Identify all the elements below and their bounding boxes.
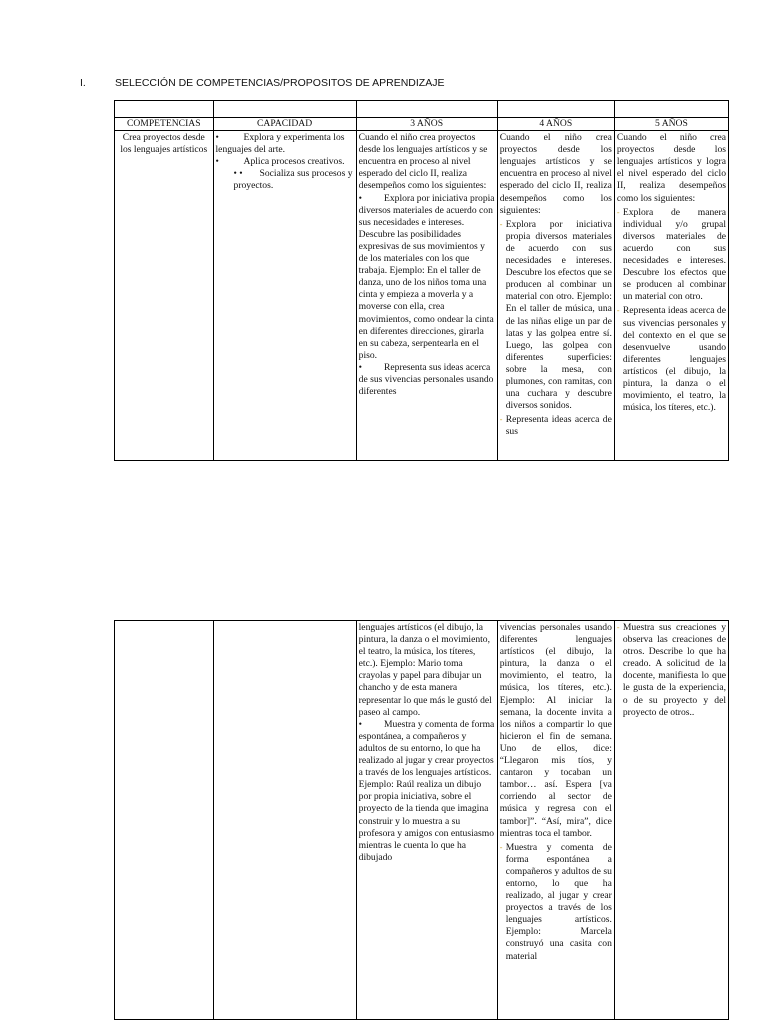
tres-item <box>359 362 495 398</box>
capacidad-text: Aplica procesos creativos. <box>243 156 345 168</box>
cuatro-item: - Explora por iniciativa propia diversos materiales de acuerdo con sus necesidades e intereses. Descubre los efectos que se producen al combinar un material con otro. Ejemplo: En el taller de música, una de las niñas elige un par de latas y las golpea entre sí. Luego, las golpea con diferentes superficies: sobre la mesa, con plumones, con ramitas, con una cuchara y descubre diversos sonidos. <box>500 219 612 413</box>
section-number: I. <box>80 77 86 89</box>
blank-cell <box>356 101 497 118</box>
section-heading <box>80 77 444 89</box>
tres-intro: Cuando el niño crea proyectos desde los lenguajes artísticos y se encuentra en proceso al nivel esperado del ciclo II, realiza desempeños como los siguientes: <box>358 132 488 192</box>
capacidad-cell-empty <box>213 621 356 1020</box>
cuatro-anos-cell <box>497 131 614 461</box>
tres-anos-content <box>359 132 495 459</box>
blank-cell <box>115 101 214 118</box>
header-3-anos: 3 AÑOS <box>356 118 497 131</box>
blank-cell <box>497 101 614 118</box>
bullet-marker: • <box>215 156 219 168</box>
header-row <box>115 118 729 131</box>
cuatro-anos-content <box>500 622 612 1018</box>
capacidad-text: Socializa sus procesos y proyectos. <box>233 168 353 192</box>
tres-anos-cell <box>356 131 497 461</box>
header-competencias: COMPETENCIAS <box>115 118 214 131</box>
bullet-marker: • <box>358 361 362 373</box>
cinco-anos-cell <box>614 131 728 461</box>
capacidad-text: Explora y experimenta los lenguajes del arte. <box>215 132 345 156</box>
bullet-marker: • <box>215 132 219 144</box>
competencies-table-page1 <box>114 100 729 461</box>
cuatro-item: - Muestra y comenta de forma espontánea a compañeros y adultos de su entorno, lo que ha realizado, al jugar y crear proyectos a través de los lenguajes artísticos. Ejemplo: Marcela construyó una casita con material <box>500 842 612 963</box>
bullet-marker: • • <box>233 168 243 180</box>
tres-text: Explora por iniciativa propia diversos materiales de acuerdo con sus necesidades e intereses. Descubre las posibilidades expresivas de sus movimientos y de los materiales con los que trabaja. Ejemplo: En el taller de danza, uno de los niños toma una cinta y empieza a moverla y a moverse con ella, crea movimientos, como ondear la cinta en diferentes direcciones, girarla en su cabeza, serpentearla en el piso. <box>358 192 495 361</box>
cinco-item: - Muestra sus creaciones y observa las creaciones de otros. Describe lo que ha creado. A solicitud de la docente, manifiesta lo que le gusta de la experiencia, o de su proyecto y del proyecto de otros.. <box>617 622 726 719</box>
cuatro-anos-cell <box>497 621 614 1020</box>
tres-text: Representa sus ideas acerca de sus vivencias personales usando diferentes <box>358 361 494 398</box>
bullet-marker: • <box>358 192 362 204</box>
tres-item <box>359 193 495 362</box>
content-row <box>115 131 729 461</box>
bullet-marker: • <box>358 718 362 730</box>
competencia-cell <box>115 131 214 461</box>
cuatro-anos-content <box>500 132 612 459</box>
competencia-text: Crea proyectos desde los lenguajes artísticos <box>120 132 208 156</box>
cuatro-item: - Representa ideas acerca de sus <box>500 414 612 438</box>
header-capacidad: CAPACIDAD <box>213 118 356 131</box>
tres-item <box>359 719 495 864</box>
cinco-item: - Representa ideas acerca de sus vivencias personales y del contexto en el que se desenvuelve usando diferentes lenguajes artísticos (el dibujo, la pintura, la danza o el movimiento, el teatro, la música, los títeres, etc.). <box>617 305 726 414</box>
header-5-anos: 5 AÑOS <box>614 118 728 131</box>
capacidad-item <box>234 168 354 192</box>
blank-cell <box>614 101 728 118</box>
cinco-intro: Cuando el niño crea proyectos desde los lenguajes artísticos y logra el nivel esperado del ciclo II, realiza desempeños como los siguientes: <box>616 132 726 204</box>
tres-anos-cell <box>356 621 497 1020</box>
tres-anos-content <box>359 622 495 1018</box>
cinco-anos-content <box>617 132 726 459</box>
cinco-anos-content <box>617 622 726 1018</box>
tres-text: lenguajes artísticos (el dibujo, la pintura, la danza o el movimiento, el teatro, la música, los títeres, etc.). Ejemplo: Mario toma crayolas y papel para dibujar un chancho y de esta manera representar lo que más le gustó del paseo al campo. <box>358 622 492 718</box>
competencia-cell-empty <box>115 621 214 1020</box>
blank-cell <box>213 101 356 118</box>
header-4-anos: 4 AÑOS <box>497 118 614 131</box>
blank-top-row <box>115 101 729 118</box>
capacidad-cell <box>213 131 356 461</box>
capacidad-item <box>216 156 354 168</box>
cinco-anos-cell <box>614 621 728 1020</box>
capacidad-item <box>216 132 354 156</box>
cuatro-text: vivencias personales usando diferentes lenguajes artísticos (el dibujo, la pintura, la danza o el movimiento, el teatro, la música, los títeres, etc.). Ejemplo: Al iniciar la semana, la docente invita a los niños a compartir lo que hicieron el fin de semana. Uno de ellos, dice: “Llegaron mis tíos, y cantaron y tocaban un tambor… así. Espera [va corriendo al sector de música y regresa con el tambor]”. “Así, mira”, dice mientras toca el tambor. <box>499 622 612 839</box>
content-row-continued <box>115 621 729 1020</box>
competencies-table-page2 <box>114 620 729 1020</box>
tres-text: Muestra y comenta de forma espontánea, a compañeros y adultos de su entorno, lo que ha realizado al jugar y crear proyectos a través de los lenguajes artísticos. Ejemplo: Raúl realiza un dibujo por propia iniciativa, sobre el proyecto de la tienda que imagina construir y lo muestra a su profesora y amigos con entusiasmo mientras le cuenta lo que ha dibujado <box>358 718 495 863</box>
cuatro-intro: Cuando el niño crea proyectos desde los lenguajes artísticos y se encuentra en proceso al nivel esperado del ciclo II, realiza desempeños como los siguientes: <box>499 132 612 216</box>
section-title: SELECCIÓN DE COMPETENCIAS/PROPOSITOS DE APRENDIZAJE <box>115 77 445 89</box>
cinco-item: - Explora de manera individual y/o grupal diversos materiales de acuerdo con sus necesidades e intereses. Descubre los efectos que se producen al combinar un material con otro. <box>617 207 726 304</box>
